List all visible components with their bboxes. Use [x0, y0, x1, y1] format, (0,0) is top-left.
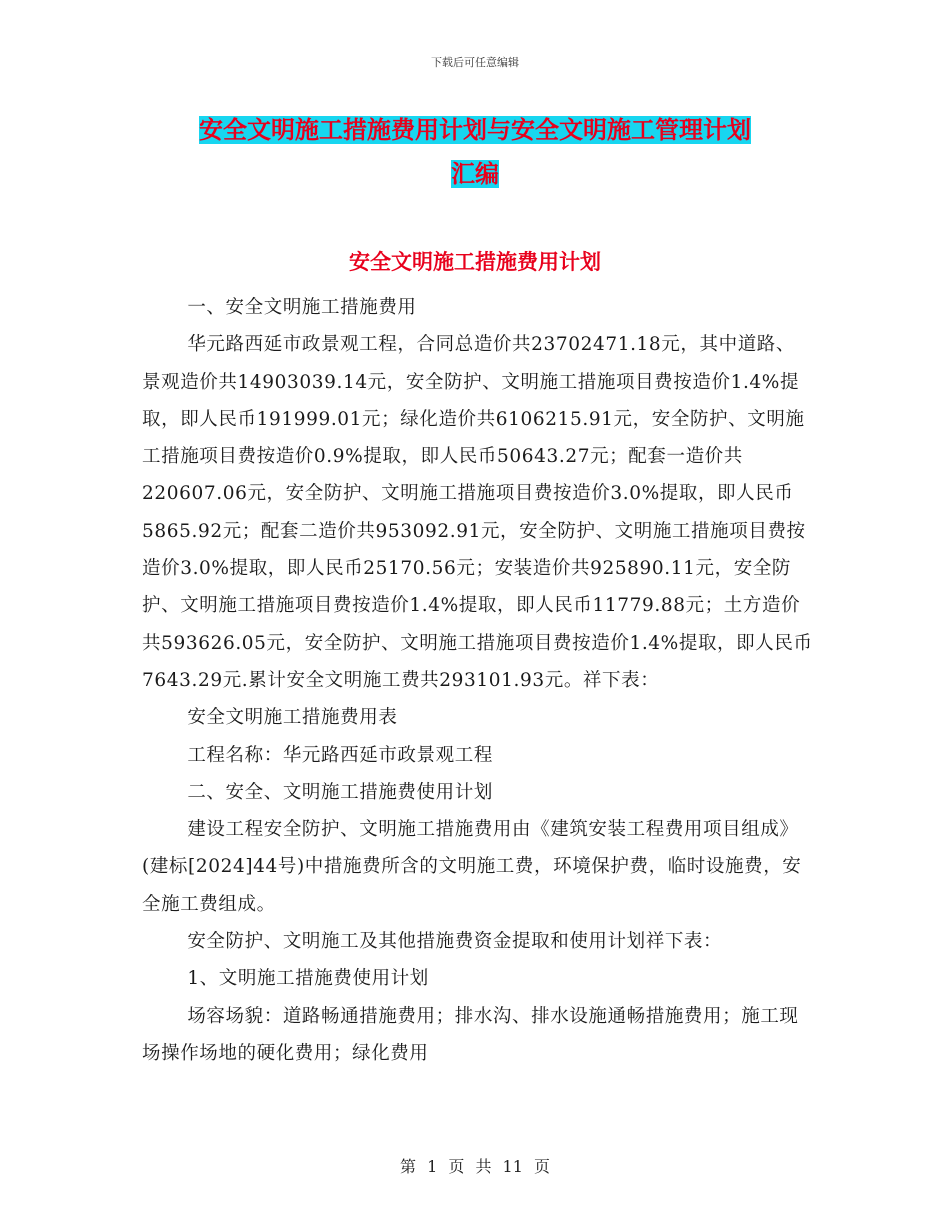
- page-footer: 第 1 页 共 11 页: [400, 1157, 550, 1176]
- paragraph-cost-breakdown: 华元路西延市政景观工程，合同总造价共23702471.18元，其中道路、景观造价共14903039.14元，安全防护、文明施工措施项目费按造价1.4%提取，即人民币191999.01元；绿化造价共6106215.91元，安全防护、文明施工措施项目费按造价0.9%提取，即人民币50643.27元；配套一造价共220607.06元，安全防护、文明施工措施项目费按造价3.0%提取，即人民币5865.92元；配套二造价共953092.91元，安全防护、文明施工措施项目费按造价3.0%提取，即人民币25170.56元；安装造价共925890.11元，安全防护、文明施工措施项目费按造价1.4%提取，即人民币11779.88元；土方造价共593626.05元，安全防护、文明施工措施项目费按造价1.4%提取，即人民币7643.29元.累计安全文明施工费共293101.93元。祥下表：: [142, 334, 813, 691]
- header-note: 下载后可任意编辑: [431, 56, 519, 69]
- project-name: 工程名称：华元路西延市政景观工程: [187, 744, 493, 766]
- paragraph-cost-composition: 建设工程安全防护、文明施工措施费用由《建筑安装工程费用项目组成》(建标[2024]44号)中措施费所含的文明施工费，环境保护费，临时设施费，安全施工费组成。: [142, 819, 802, 915]
- paragraph-site-appearance: 场容场貌：道路畅通措施费用；排水沟、排水设施通畅措施费用；施工现场操作场地的硬化费用；绿化费用: [142, 1005, 799, 1064]
- body-text: [142, 289, 814, 1072]
- subheading-1: 1、文明施工措施费使用计划: [187, 968, 429, 990]
- document-title-line-1: 安全文明施工措施费用计划与安全文明施工管理计划: [199, 116, 751, 144]
- table-caption: 安全文明施工措施费用表: [187, 707, 398, 729]
- heading-1: 一、安全文明施工措施费用: [187, 297, 417, 318]
- document-title: [140, 108, 810, 196]
- heading-2: 二、安全、文明施工措施费使用计划: [187, 781, 493, 803]
- document-title-line-2: 汇编: [451, 160, 499, 188]
- paragraph-plan-intro: 安全防护、文明施工及其他措施费资金提取和使用计划祥下表：: [187, 931, 723, 953]
- section-title: 安全文明施工措施费用计划: [349, 250, 601, 274]
